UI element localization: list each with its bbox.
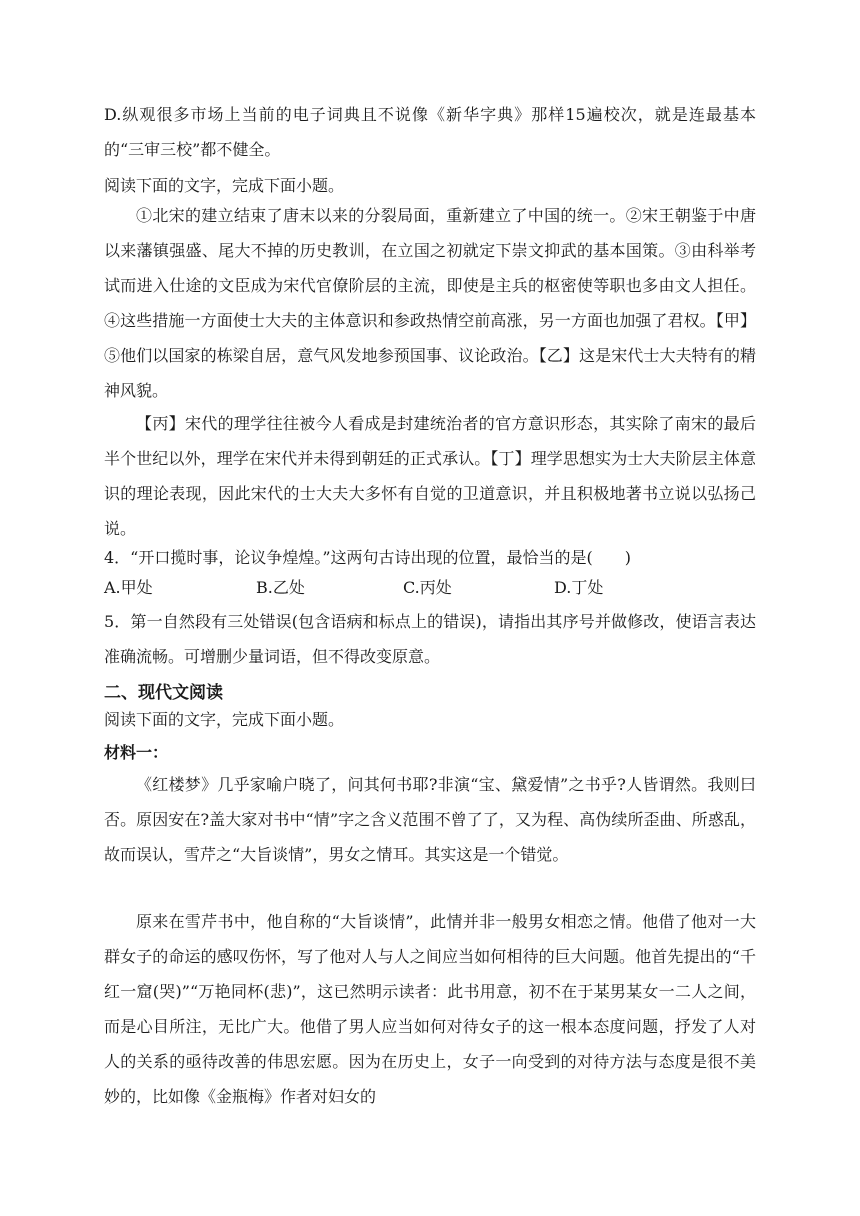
section-heading: 二、现代文阅读	[104, 683, 223, 703]
option-a: A.甲处	[104, 578, 153, 597]
question-option-d: D.纵观很多市场上当前的电子词典且不说像《新华字典》那样15遍校次，就是连最基本的“三审三校”都不健全。	[104, 105, 756, 159]
option-c: C.丙处	[403, 578, 452, 597]
question-4-options	[104, 573, 756, 603]
reading-instruction: 阅读下面的文字，完成下面小题。	[104, 176, 345, 195]
reading-instruction-2: 阅读下面的文字，完成下面小题。	[104, 710, 345, 729]
option-d: D.丁处	[554, 578, 604, 597]
question-4: 4．“开口揽时事，论议争煌煌。”这两句古诗出现的位置，最恰当的是( )	[104, 548, 632, 567]
question-5: 5．第一自然段有三处错误(包含语病和标点上的错误)，请指出其序号并做修改，使语言表达准确流畅。可增删少量词语，但不得改变原意。	[104, 612, 756, 666]
material-paragraph-2: 原来在雪芹书中，他自称的“大旨谈情”，此情并非一般男女相恋之情。他借了他对一大群女子的命运的感叹伤怀，写了他对人与人之间应当如何相待的巨大问题。他首先提出的“千红一窟(哭)”“万艳同杯(悲)”，这已然明示读者：此书用意，初不在于某男某女一二人之间，而是心目所注，无比广大。他借了男人应当如何对待女子的这一根本态度问题，抒发了人对人的关系的亟待改善的伟思宏愿。因为在历史上，女子一向受到的对待方法与态度是很不美妙的，比如像《金瓶梅》作者对妇女的	[104, 912, 756, 1106]
material-paragraph-1: 《红楼梦》几乎家喻户晓了，问其何书耶?非演“宝、黛爱情”之书乎?人皆谓然。我则曰否。原因安在?盖大家对书中“情”字之含义范围不曾了了，又为程、高伪续所歪曲、所惑乱，故而误认，雪芹之“大旨谈情”，男女之情耳。其实这是一个错觉。	[104, 775, 756, 864]
passage-paragraph-2: 【丙】宋代的理学往往被今人看成是封建统治者的官方意识形态，其实除了南宋的最后半个世纪以外，理学在宋代并未得到朝廷的正式承认。【丁】理学思想实为士大夫阶层主体意识的理论表现，因此宋代的士大夫大多怀有自觉的卫道意识，并且积极地著书立说以弘扬己说。	[104, 414, 756, 538]
option-b: B.乙处	[256, 578, 305, 597]
passage-paragraph-1: ①北宋的建立结束了唐末以来的分裂局面，重新建立了中国的统一。②宋王朝鉴于中唐以来藩镇强盛、尾大不掉的历史教训，在立国之初就定下崇文抑武的基本国策。③由科举考试而进入仕途的文臣成为宋代官僚阶层的主流，即使是主兵的枢密使等职也多由文人担任。④这些措施一方面使士大夫的主体意识和参政热情空前高涨，另一方面也加强了君权。【甲】⑤他们以国家的栋梁自居，意气风发地参预国事、议论政治。【乙】这是宋代士大夫特有的精神风貌。	[104, 206, 756, 400]
material-label: 材料一：	[104, 743, 169, 762]
